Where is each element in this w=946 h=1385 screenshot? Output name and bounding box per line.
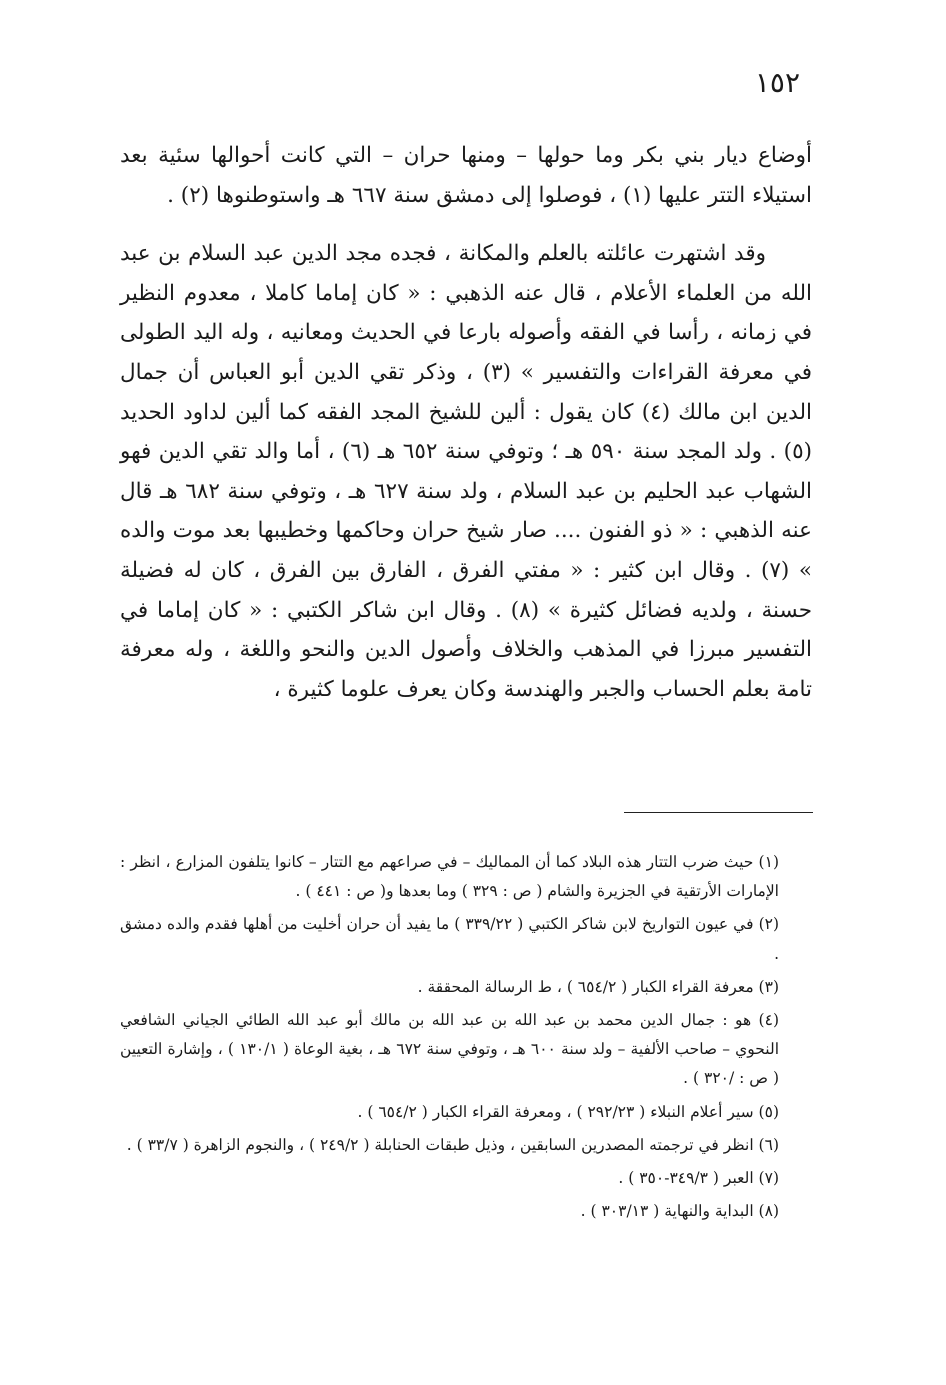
footnote: (٧) العبر ( ٣٤٩/٣-٣٥٠ ) . (618, 1169, 779, 1188)
footnote: (٥) سير أعلام النبلاء ( ٢٩٢/٢٣ ) ، ومعرفة القراء الكبار ( ٦٥٤/٢ ) . (357, 1102, 779, 1121)
footnote: (٨) البداية والنهاية ( ٣٠٣/١٣ ) . (580, 1202, 779, 1221)
footnote: (٦) انظر في ترجمته المصدرين السابقين ، وذيل طبقات الحنابلة ( ٢٤٩/٢ ) ، والنجوم الزاهرة ( ٣٣/٧ ) . (126, 1135, 779, 1154)
footnote: (٢) في عيون التواريخ لابن شاكر الكتبي ( ٣٣٩/٢٢ ) ما يفيد أن حران أخليت من أهلها فقدم والده دمشق . (120, 915, 780, 963)
page-number: ١٥٢ (754, 66, 800, 99)
footnote: (١) حيث ضرب التتار هذه البلاد كما أن المماليك – في صراعهم مع التتار – كانوا يتلفون المزارع ، انظر : الإمارات الأرتقية في الجزيرة والشام ( ص : ٣٢٩ ) وما بعدها و( ص : ٤٤١ ) . (120, 853, 779, 901)
paragraph: وقد اشتهرت عائلته بالعلم والمكانة ، فجده مجد الدين عبد السلام بن عبد الله من العلماء الأعلام ، قال عنه الذهبي : « كان إماما كاملا ، معدوم النظير في زمانه ، رأسا في الفقه وأصوله بارعا في الحديث ومعانيه ، وله اليد الطولى في معرفة القراءات والتفسير » (٣) ، وذكر تقي الدين أبو العباس أن جمال الدين ابن مالك (٤) كان يقول : ألين للشيخ المجد الفقه كما ألين لداود الحديد (٥) . ولد المجد سنة ٥٩٠ هـ ؛ وتوفي سنة ٦٥٢ هـ (٦) ، أما والد تقي الدين فهو الشهاب عبد الحليم بن عبد السلام ، ولد سنة ٦٢٧ هـ ، وتوفي سنة ٦٨٢ هـ قال عنه الذهبي : « ذو الفنون .... صار شيخ حران وحاكمها وخطيبها بعد موت والده » (٧) . وقال ابن كثير : « مفتي الفرق ، الفارق بين الفرق ، كان له فضيلة حسنة ، ولديه فضائل كثيرة » (٨) . وقال ابن شاكر الكتبي : « كان إماما في التفسير مبرزا في المذهب والخلاف وأصول الدين والنحو واللغة ، وله معرفة تامة بعلم الحساب والجبر والهندسة وكان يعرف علوما كثيرة ، (120, 241, 813, 702)
paragraph: أوضاع ديار بني بكر وما حولها – ومنها حران – التي كانت أحوالها سئية بعد استيلاء التتر عليها (١) ، فوصلوا إلى دمشق سنة ٦٦٧ هـ واستوطنوها (٢) . (120, 143, 812, 208)
footnote: (٤) هو : جمال الدين محمد بن عبد الله بن عبد الله بن مالك أبو عبد الله الطائي الجياني الشافعي النحوي – صاحب الألفية – ولد سنة ٦٠٠ هـ ، وتوفي سنة ٦٧٢ هـ ، بغية الوعاة ( ١٣٠/١ ) ، وإشارة التعيين ( ص : /٣٢٠ ) . (120, 1011, 780, 1088)
main-text (120, 136, 812, 709)
footnote-separator (624, 812, 813, 813)
footnote: (٣) معرفة القراء الكبار ( ٦٥٤/٢ ) ، ط الرسالة المحققة . (417, 977, 779, 996)
footnotes (120, 848, 813, 1230)
